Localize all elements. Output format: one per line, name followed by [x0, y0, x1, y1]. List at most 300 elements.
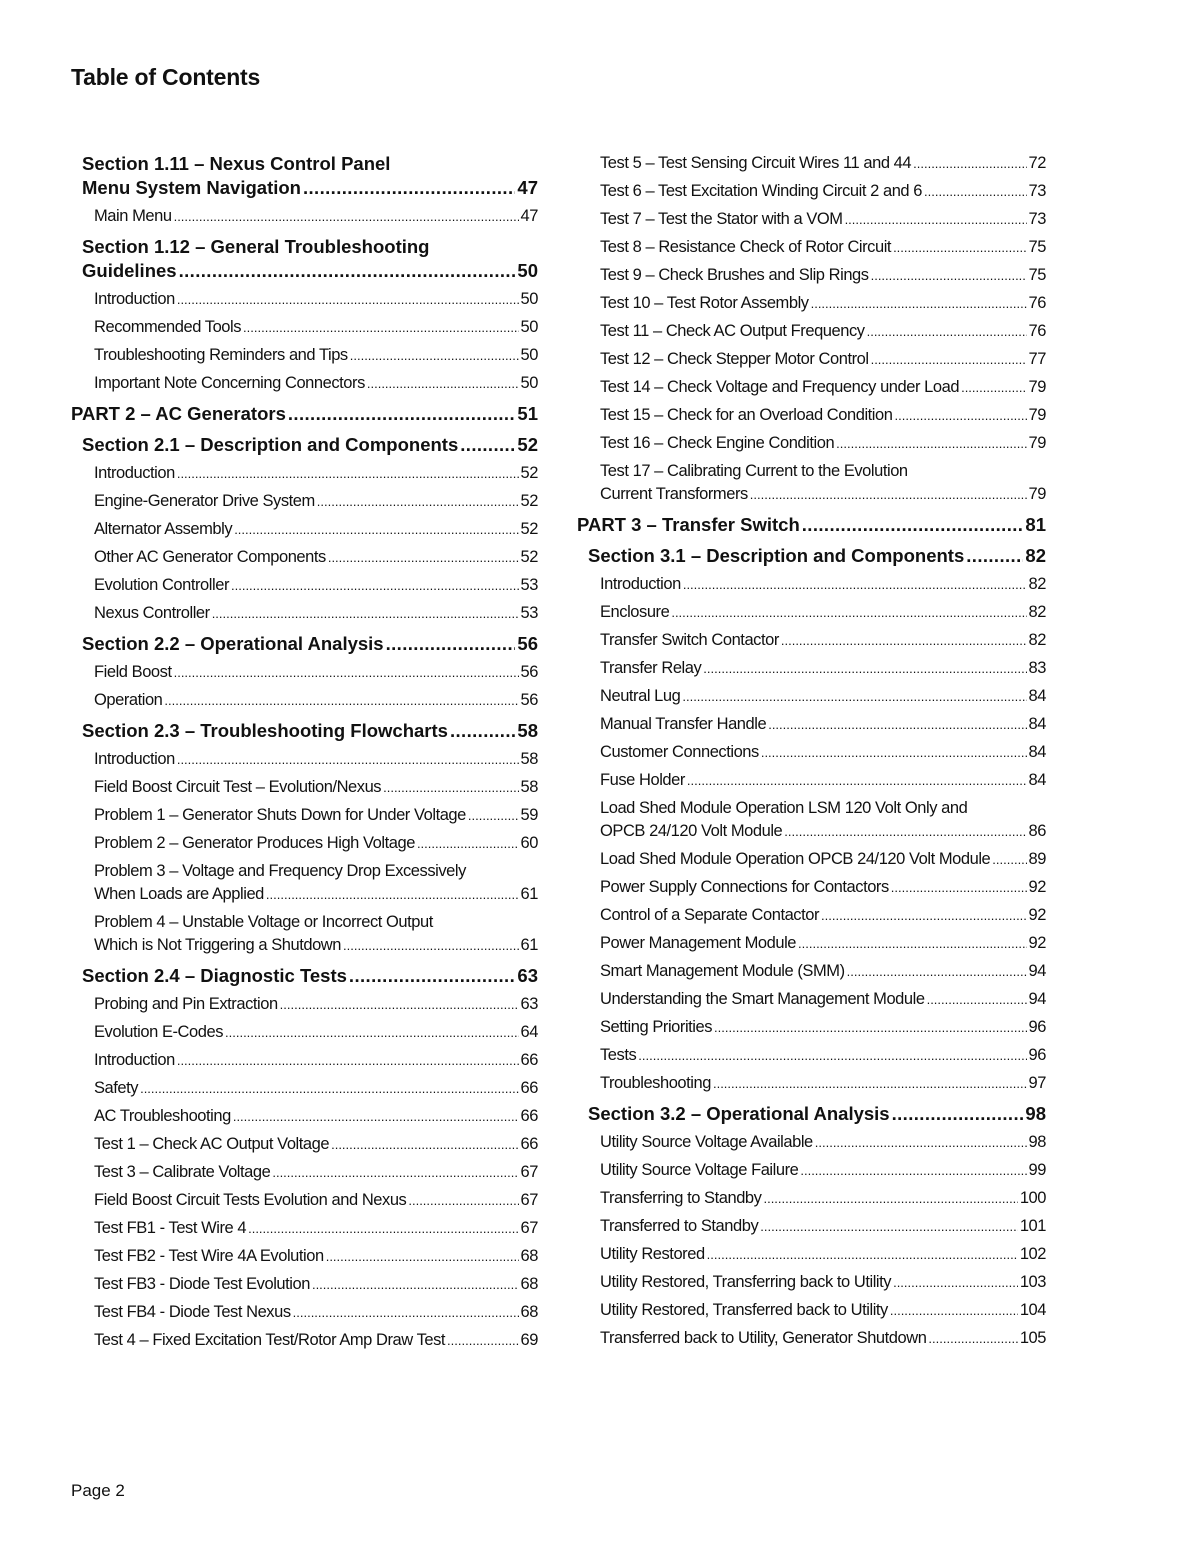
- toc-topic-entry[interactable]: [71, 546, 538, 569]
- toc-entry-row: [94, 490, 538, 513]
- toc-topic-entry[interactable]: [71, 372, 538, 395]
- dot-leader: [867, 320, 1027, 343]
- toc-page-number: 51: [517, 403, 538, 424]
- toc-entry-row: [94, 344, 538, 367]
- toc-topic-entry[interactable]: [577, 1243, 1046, 1266]
- toc-entry-title: Tests: [600, 1046, 637, 1064]
- toc-topic-entry[interactable]: [577, 876, 1046, 899]
- toc-entry-row: [71, 402, 538, 426]
- toc-page-number: 47: [517, 177, 538, 198]
- toc-topic-entry[interactable]: [71, 804, 538, 827]
- toc-page-number: 92: [1028, 934, 1046, 952]
- toc-topic-entry[interactable]: [71, 661, 538, 684]
- toc-topic-entry[interactable]: [71, 832, 538, 855]
- toc-topic-entry[interactable]: [577, 404, 1046, 427]
- toc-left-column: [71, 152, 538, 1352]
- dot-leader: [293, 1301, 519, 1324]
- toc-topic-entry[interactable]: [577, 657, 1046, 680]
- toc-page-number: 99: [1028, 1161, 1046, 1179]
- dot-leader: [343, 934, 519, 957]
- toc-page-number: 68: [520, 1303, 538, 1321]
- toc-page-number: 76: [1028, 294, 1046, 312]
- toc-topic-entry[interactable]: [577, 1044, 1046, 1067]
- dot-leader: [233, 1105, 519, 1128]
- dot-leader: [177, 1049, 519, 1072]
- toc-entry-title: Introduction: [600, 575, 681, 593]
- toc-entry-row: [588, 544, 1046, 568]
- dot-leader: [248, 1217, 518, 1240]
- toc-topic-entry[interactable]: [577, 1072, 1046, 1095]
- toc-entry-title: Section 3.1 – Description and Components: [588, 545, 965, 566]
- dot-leader: [317, 490, 519, 513]
- toc-topic-entry[interactable]: [577, 152, 1046, 175]
- toc-entry-title: Test 14 – Check Voltage and Frequency under Load: [600, 378, 960, 396]
- toc-entry-row: [600, 657, 1046, 680]
- toc-topic-entry[interactable]: [71, 1273, 538, 1296]
- toc-entry-title: Test 6 – Test Excitation Winding Circuit 2 and 6: [600, 182, 923, 200]
- toc-entry-title: Smart Management Module (SMM): [600, 962, 845, 980]
- toc-entry-title: Other AC Generator Components: [94, 548, 326, 566]
- toc-page-number: 77: [1028, 350, 1046, 368]
- toc-entry-row: [600, 741, 1046, 764]
- toc-topic-entry[interactable]: [577, 1187, 1046, 1210]
- toc-entry-row: [94, 1245, 538, 1268]
- toc-entry-title-line: Load Shed Module Operation LSM 120 Volt Only and: [600, 799, 968, 817]
- toc-entry-row: [94, 934, 538, 957]
- toc-topic-entry[interactable]: [71, 748, 538, 771]
- toc-topic-entry[interactable]: [71, 1077, 538, 1100]
- toc-entry-row: [94, 1049, 538, 1072]
- toc-entry-row: [588, 1102, 1046, 1126]
- toc-entry-row: [600, 483, 1046, 506]
- dot-leader: [331, 1133, 518, 1156]
- toc-entry-title-line: Problem 3 – Voltage and Frequency Drop Excessively: [94, 862, 466, 880]
- toc-page-number: 94: [1028, 962, 1046, 980]
- toc-entry-title: OPCB 24/120 Volt Module: [600, 822, 783, 840]
- toc-page-number: 82: [1028, 631, 1046, 649]
- toc-entry-title: PART 3 – Transfer Switch: [577, 514, 800, 535]
- toc-section-entry[interactable]: [71, 719, 538, 743]
- toc-page-number: 84: [1028, 715, 1046, 733]
- toc-entry-title: Neutral Lug: [600, 687, 681, 705]
- toc-entry-title: Test FB2 - Test Wire 4A Evolution: [94, 1247, 324, 1265]
- dot-leader: [450, 719, 515, 743]
- toc-section-entry[interactable]: [71, 235, 538, 283]
- toc-entry-title: Engine-Generator Drive System: [94, 492, 315, 510]
- toc-topic-entry[interactable]: [577, 264, 1046, 287]
- toc-entry-title: Utility Restored, Transferring back to Utility: [600, 1273, 892, 1291]
- toc-part-entry[interactable]: [577, 513, 1046, 537]
- toc-entry-title: Load Shed Module Operation OPCB 24/120 Volt Module: [600, 850, 991, 868]
- toc-topic-entry[interactable]: [577, 848, 1046, 871]
- toc-page-number: 82: [1025, 545, 1046, 566]
- toc-entry-row: [600, 904, 1046, 927]
- toc-page-number: 52: [520, 464, 538, 482]
- toc-entry-row: [600, 960, 1046, 983]
- toc-topic-entry[interactable]: [577, 236, 1046, 259]
- toc-topic-entry[interactable]: [71, 860, 538, 906]
- toc-topic-entry[interactable]: [71, 1049, 538, 1072]
- toc-entry-title: Test 15 – Check for an Overload Condition: [600, 406, 893, 424]
- dot-leader: [367, 372, 519, 395]
- toc-page-number: 86: [1028, 822, 1046, 840]
- dot-leader: [815, 1131, 1027, 1154]
- toc-topic-entry[interactable]: [71, 1217, 538, 1240]
- toc-page-number: 52: [520, 492, 538, 510]
- dot-leader: [847, 960, 1027, 983]
- toc-page-number: 50: [520, 346, 538, 364]
- toc-topic-entry[interactable]: [71, 993, 538, 1016]
- toc-entry-row: [600, 988, 1046, 1011]
- toc-topic-entry[interactable]: [577, 432, 1046, 455]
- toc-page-number: 84: [1028, 743, 1046, 761]
- toc-topic-entry[interactable]: [577, 988, 1046, 1011]
- toc-entry-row: [94, 518, 538, 541]
- toc-page-number: 92: [1028, 878, 1046, 896]
- toc-page-number: 58: [520, 750, 538, 768]
- dot-leader: [408, 1189, 518, 1212]
- toc-section-entry[interactable]: [577, 1102, 1046, 1126]
- toc-entry-row: [94, 602, 538, 625]
- dot-leader: [460, 433, 515, 457]
- toc-topic-entry[interactable]: [71, 1301, 538, 1324]
- dot-leader: [326, 1245, 519, 1268]
- toc-entry-row: [94, 462, 538, 485]
- dot-leader: [760, 1215, 1018, 1238]
- dot-leader: [225, 1021, 519, 1044]
- toc-entry-row: [600, 1271, 1046, 1294]
- toc-entry-title: Current Transformers: [600, 485, 748, 503]
- toc-page-number: 79: [1028, 378, 1046, 396]
- toc-topic-entry[interactable]: [71, 1329, 538, 1352]
- toc-topic-entry[interactable]: [71, 602, 538, 625]
- dot-leader: [179, 259, 516, 283]
- dot-leader: [713, 1072, 1027, 1095]
- toc-page-number: 81: [1025, 514, 1046, 535]
- toc-topic-entry[interactable]: [71, 1245, 538, 1268]
- toc-topic-entry[interactable]: [577, 1159, 1046, 1182]
- toc-entry-title-line: Section 1.11 – Nexus Control Panel: [82, 153, 391, 174]
- toc-page-number: 61: [520, 936, 538, 954]
- toc-page-number: 63: [520, 995, 538, 1013]
- toc-entry-title: Alternator Assembly: [94, 520, 233, 538]
- dot-leader: [784, 820, 1026, 843]
- toc-page-number: 76: [1028, 322, 1046, 340]
- toc-entry-title: Evolution Controller: [94, 576, 229, 594]
- toc-entry-title: Test 16 – Check Engine Condition: [600, 434, 835, 452]
- dot-leader: [761, 741, 1027, 764]
- toc-page-number: 58: [517, 720, 538, 741]
- toc-entry-row: [600, 208, 1046, 231]
- toc-entry-row: [94, 288, 538, 311]
- toc-entry-title: Transfer Switch Contactor: [600, 631, 779, 649]
- dot-leader: [231, 574, 519, 597]
- dot-leader: [703, 657, 1026, 680]
- toc-topic-entry[interactable]: [71, 574, 538, 597]
- toc-topic-entry[interactable]: [577, 208, 1046, 231]
- toc-topic-entry[interactable]: [577, 1327, 1046, 1350]
- dot-leader: [811, 292, 1027, 315]
- toc-topic-entry[interactable]: [71, 1105, 538, 1128]
- toc-entry-title: Enclosure: [600, 603, 670, 621]
- toc-page-number: 84: [1028, 771, 1046, 789]
- dot-leader: [638, 1044, 1026, 1067]
- toc-entry-row: [82, 176, 538, 200]
- toc-entry-row: [600, 1187, 1046, 1210]
- toc-entry-row: [94, 689, 538, 712]
- toc-page-number: 104: [1019, 1301, 1046, 1319]
- toc-topic-entry[interactable]: [577, 1271, 1046, 1294]
- toc-entry-row: [600, 1072, 1046, 1095]
- toc-page-number: 84: [1028, 687, 1046, 705]
- toc-section-entry[interactable]: [71, 433, 538, 457]
- toc-entry-title: Troubleshooting Reminders and Tips: [94, 346, 348, 364]
- toc-page-number: 58: [520, 778, 538, 796]
- toc-entry-title-line: Problem 4 – Unstable Voltage or Incorrect Output: [94, 913, 433, 931]
- toc-entry-row: [82, 433, 538, 457]
- dot-leader: [894, 404, 1026, 427]
- toc-section-entry[interactable]: [71, 632, 538, 656]
- toc-topic-entry[interactable]: [577, 960, 1046, 983]
- toc-entry-title: Test FB1 - Test Wire 4: [94, 1219, 247, 1237]
- toc-topic-entry[interactable]: [71, 205, 538, 228]
- dot-leader: [312, 1273, 519, 1296]
- toc-entry-title: Section 2.1 – Description and Components: [82, 434, 459, 455]
- dot-leader: [961, 376, 1026, 399]
- toc-entry-row: [82, 632, 538, 656]
- toc-page-number: 67: [520, 1219, 538, 1237]
- toc-topic-entry[interactable]: [71, 1021, 538, 1044]
- toc-page-number: 66: [520, 1135, 538, 1153]
- toc-page-number: 105: [1019, 1329, 1046, 1347]
- toc-entry-row: [94, 776, 538, 799]
- toc-entry-title: Test 4 – Fixed Excitation Test/Rotor Amp Draw Test: [94, 1331, 446, 1349]
- dot-leader: [177, 288, 519, 311]
- toc-entry-title: Important Note Concerning Connectors: [94, 374, 365, 392]
- toc-topic-entry[interactable]: [577, 320, 1046, 343]
- toc-page-number: 50: [520, 290, 538, 308]
- toc-entry-title: Setting Priorities: [600, 1018, 713, 1036]
- toc-entry-row: [600, 573, 1046, 596]
- toc-topic-entry[interactable]: [71, 776, 538, 799]
- toc-entry-row: [600, 320, 1046, 343]
- toc-entry-title: Manual Transfer Handle: [600, 715, 767, 733]
- dot-leader: [683, 573, 1027, 596]
- toc-entry-title: Utility Restored: [600, 1245, 705, 1263]
- toc-topic-entry[interactable]: [577, 460, 1046, 506]
- toc-topic-entry[interactable]: [577, 741, 1046, 764]
- toc-topic-entry[interactable]: [577, 348, 1046, 371]
- toc-entry-row: [94, 1217, 538, 1240]
- toc-page-number: 68: [520, 1275, 538, 1293]
- toc-topic-entry[interactable]: [577, 573, 1046, 596]
- toc-topic-entry[interactable]: [577, 1131, 1046, 1154]
- dot-leader: [821, 904, 1027, 927]
- toc-page-number: 52: [517, 434, 538, 455]
- toc-page-number: 68: [520, 1247, 538, 1265]
- toc-entry-row: [600, 629, 1046, 652]
- toc-entry-title: Test 1 – Check AC Output Voltage: [94, 1135, 330, 1153]
- toc-topic-entry[interactable]: [577, 685, 1046, 708]
- toc-page-number: 83: [1028, 659, 1046, 677]
- toc-topic-entry[interactable]: [577, 376, 1046, 399]
- toc-entry-title: Utility Source Voltage Failure: [600, 1161, 799, 1179]
- toc-page-number: 56: [520, 691, 538, 709]
- toc-entry-title: Transferred to Standby: [600, 1217, 759, 1235]
- toc-entry-row: [94, 748, 538, 771]
- dot-leader: [836, 432, 1026, 455]
- page-title: Table of Contents: [71, 64, 261, 90]
- toc-topic-entry[interactable]: [577, 629, 1046, 652]
- toc-entry-row: [600, 348, 1046, 371]
- toc-entry-row: [94, 1077, 538, 1100]
- toc-entry-title: Field Boost Circuit Test – Evolution/Nexus: [94, 778, 382, 796]
- toc-entry-row: [600, 932, 1046, 955]
- toc-entry-title: Section 2.4 – Diagnostic Tests: [82, 965, 347, 986]
- dot-leader: [234, 518, 518, 541]
- toc-entry-title: Nexus Controller: [94, 604, 210, 622]
- toc-page-number: 63: [517, 965, 538, 986]
- toc-topic-entry[interactable]: [71, 689, 538, 712]
- toc-entry-row: [600, 769, 1046, 792]
- toc-entry-row: [94, 1273, 538, 1296]
- toc-topic-entry[interactable]: [577, 1016, 1046, 1039]
- dot-leader: [383, 776, 518, 799]
- toc-page-number: 79: [1028, 485, 1046, 503]
- toc-entry-row: [600, 404, 1046, 427]
- dot-leader: [966, 544, 1023, 568]
- dot-leader: [892, 1102, 1024, 1126]
- toc-entry-title: Main Menu: [94, 207, 172, 225]
- toc-page-number: 92: [1028, 906, 1046, 924]
- toc-entry-row: [600, 1243, 1046, 1266]
- toc-section-entry[interactable]: [71, 964, 538, 988]
- toc-topic-entry[interactable]: [577, 932, 1046, 955]
- toc-entry-row: [94, 1301, 538, 1324]
- dot-leader: [350, 344, 519, 367]
- toc-entry-title: Test 12 – Check Stepper Motor Control: [600, 350, 869, 368]
- toc-page-number: 72: [1028, 154, 1046, 172]
- toc-topic-entry[interactable]: [71, 288, 538, 311]
- toc-topic-entry[interactable]: [71, 1133, 538, 1156]
- dot-leader: [328, 546, 519, 569]
- toc-page-number: 66: [520, 1051, 538, 1069]
- dot-leader: [845, 208, 1027, 231]
- toc-entry-row: [600, 236, 1046, 259]
- dot-leader: [174, 661, 519, 684]
- toc-topic-entry[interactable]: [577, 713, 1046, 736]
- dot-leader: [893, 1271, 1018, 1294]
- toc-entry-row: [94, 832, 538, 855]
- toc-entry-row: [94, 661, 538, 684]
- dot-leader: [447, 1329, 519, 1352]
- toc-entry-row: [600, 1131, 1046, 1154]
- toc-topic-entry[interactable]: [71, 316, 538, 339]
- toc-entry-title: Control of a Separate Contactor: [600, 906, 820, 924]
- toc-entry-row: [600, 376, 1046, 399]
- toc-page-number: 56: [517, 633, 538, 654]
- toc-topic-entry[interactable]: [577, 769, 1046, 792]
- toc-page-number: 69: [520, 1331, 538, 1349]
- dot-leader: [682, 685, 1026, 708]
- toc-entry-row: [94, 1161, 538, 1184]
- dot-leader: [243, 316, 519, 339]
- toc-topic-entry[interactable]: [71, 1161, 538, 1184]
- toc-entry-title: Section 3.2 – Operational Analysis: [588, 1103, 890, 1124]
- dot-leader: [781, 629, 1027, 652]
- page-number: Page 2: [71, 1481, 125, 1500]
- toc-page-number: 66: [520, 1107, 538, 1125]
- dot-leader: [927, 988, 1027, 1011]
- toc-topic-entry[interactable]: [577, 601, 1046, 624]
- toc-entry-row: [600, 1044, 1046, 1067]
- toc-topic-entry[interactable]: [577, 1215, 1046, 1238]
- toc-topic-entry[interactable]: [577, 904, 1046, 927]
- dot-leader: [177, 462, 519, 485]
- toc-topic-entry[interactable]: [71, 518, 538, 541]
- dot-leader: [893, 236, 1026, 259]
- toc-page-number: 97: [1028, 1074, 1046, 1092]
- toc-page-number: 103: [1019, 1273, 1046, 1291]
- toc-page-number: 98: [1028, 1133, 1046, 1151]
- toc-entry-title: Safety: [94, 1079, 139, 1097]
- dot-leader: [800, 1159, 1026, 1182]
- toc-entry-row: [94, 205, 538, 228]
- toc-section-entry[interactable]: [577, 544, 1046, 568]
- toc-topic-entry[interactable]: [71, 462, 538, 485]
- toc-entry-title: Utility Restored, Transferred back to Utility: [600, 1301, 888, 1319]
- dot-leader: [177, 748, 519, 771]
- toc-entry-row: [600, 1299, 1046, 1322]
- toc-entry-row: [600, 432, 1046, 455]
- toc-topic-entry[interactable]: [577, 1299, 1046, 1322]
- toc-entry-row: [82, 964, 538, 988]
- toc-topic-entry[interactable]: [577, 292, 1046, 315]
- toc-page-number: 82: [1028, 603, 1046, 621]
- toc-page-number: 102: [1019, 1245, 1046, 1263]
- toc-topic-entry[interactable]: [71, 1189, 538, 1212]
- toc-topic-entry[interactable]: [577, 797, 1046, 843]
- toc-entry-row: [600, 152, 1046, 175]
- toc-entry-row: [600, 601, 1046, 624]
- dot-leader: [164, 689, 518, 712]
- toc-page-number: 53: [520, 576, 538, 594]
- toc-page-number: 82: [1028, 575, 1046, 593]
- dot-leader: [671, 601, 1026, 624]
- toc-topic-entry[interactable]: [71, 911, 538, 957]
- dot-leader: [272, 1161, 518, 1184]
- dot-leader: [174, 205, 519, 228]
- dot-leader: [288, 402, 516, 426]
- toc-entry-title: Customer Connections: [600, 743, 759, 761]
- dot-leader: [212, 602, 519, 625]
- toc-entry-title-line: Section 1.12 – General Troubleshooting: [82, 236, 430, 257]
- toc-topic-entry[interactable]: [577, 180, 1046, 203]
- toc-page-number: 75: [1028, 238, 1046, 256]
- dot-leader: [802, 513, 1024, 537]
- toc-entry-row: [94, 883, 538, 906]
- toc-entry-row: [82, 259, 538, 283]
- toc-topic-entry[interactable]: [71, 490, 538, 513]
- toc-topic-entry[interactable]: [71, 344, 538, 367]
- toc-entry-title: Evolution E-Codes: [94, 1023, 224, 1041]
- toc-part-entry[interactable]: [71, 402, 538, 426]
- dot-leader: [707, 1243, 1018, 1266]
- toc-section-entry[interactable]: [71, 152, 538, 200]
- toc-entry-title: Power Management Module: [600, 934, 797, 952]
- toc-page-number: 60: [520, 834, 538, 852]
- toc-entry-row: [600, 848, 1046, 871]
